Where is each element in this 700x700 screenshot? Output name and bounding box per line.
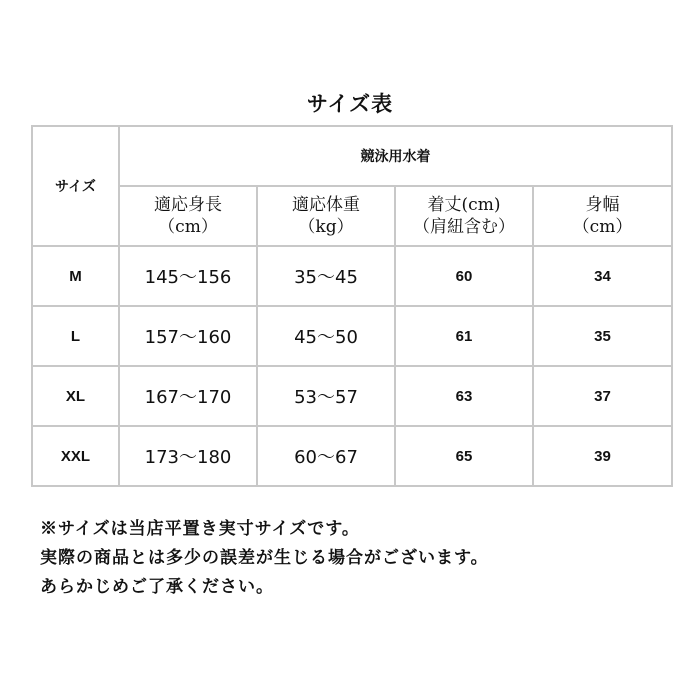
weight-cell: 45～50	[257, 306, 395, 366]
length-cell: 60	[395, 246, 533, 306]
table-row	[32, 306, 672, 366]
column-header-width-label: 身幅	[585, 195, 620, 215]
length-cell: 61	[395, 306, 533, 366]
weight-cell: 60～67	[257, 426, 395, 486]
notes	[40, 515, 690, 602]
height-cell: 173～180	[119, 426, 257, 486]
length-cell: 65	[395, 426, 533, 486]
weight-cell: 35～45	[257, 246, 395, 306]
note-line: 実際の商品とは多少の誤差が生じる場合がございます。	[40, 548, 489, 568]
column-header-weight	[257, 186, 395, 246]
column-header-width-unit: （cm）	[572, 217, 633, 237]
column-header-weight-label: 適応体重	[292, 195, 360, 215]
length-cell: 63	[395, 366, 533, 426]
height-cell: 157～160	[119, 306, 257, 366]
column-header-length-unit: （肩紐含む）	[413, 217, 515, 237]
table-row	[32, 366, 672, 426]
width-cell: 37	[533, 366, 672, 426]
header-row-columns	[32, 186, 672, 246]
table-row	[32, 426, 672, 486]
column-header-width	[533, 186, 672, 246]
size-cell: XXL	[32, 426, 119, 486]
size-header: サイズ	[32, 126, 119, 246]
size-cell: M	[32, 246, 119, 306]
width-cell: 35	[533, 306, 672, 366]
column-header-height-label: 適応身長	[154, 195, 222, 215]
column-header-length	[395, 186, 533, 246]
column-header-height	[119, 186, 257, 246]
weight-cell: 53～57	[257, 366, 395, 426]
size-table	[31, 125, 673, 487]
column-header-weight-unit: （kg）	[298, 217, 354, 237]
group-header: 競泳用水着	[119, 126, 672, 186]
column-header-height-unit: （cm）	[158, 217, 218, 237]
size-cell: XL	[32, 366, 119, 426]
column-header-length-label: 着丈(cm)	[427, 195, 501, 215]
page-title: サイズ表	[306, 91, 394, 116]
width-cell: 39	[533, 426, 672, 486]
note-line: あらかじめご了承ください。	[40, 577, 274, 597]
height-cell: 145～156	[119, 246, 257, 306]
height-cell: 167～170	[119, 366, 257, 426]
note-line: ※サイズは当店平置き実寸サイズです。	[40, 519, 360, 539]
width-cell: 34	[533, 246, 672, 306]
table-row	[32, 246, 672, 306]
header-row-group	[32, 126, 672, 186]
size-cell: L	[32, 306, 119, 366]
